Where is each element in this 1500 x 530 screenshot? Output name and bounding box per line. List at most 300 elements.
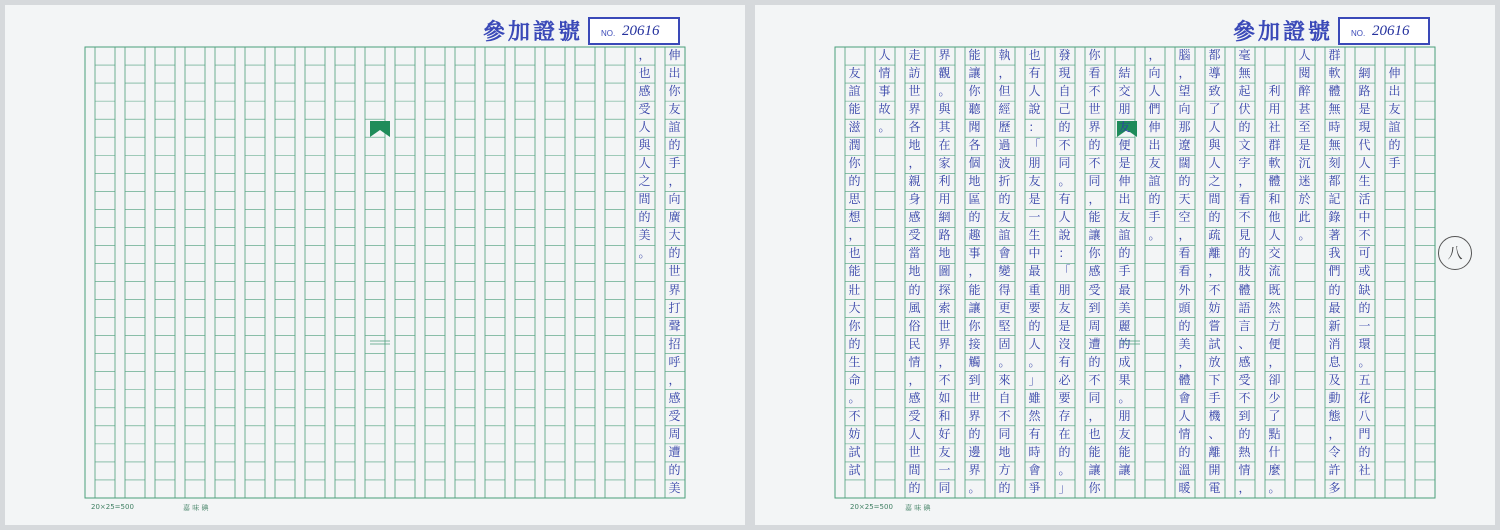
essay-character: 變 [998,264,1011,279]
essay-character: ， [1238,480,1251,495]
essay-character: 界 [968,408,981,423]
essay-character: 得 [998,282,1011,297]
essay-character: 朋 [1028,156,1041,171]
essay-character: 是 [1358,102,1371,117]
essay-character: 看 [1178,246,1191,261]
essay-character: 至 [1298,120,1311,135]
essay-character: 的 [668,462,681,477]
essay-character: 的 [668,246,681,261]
essay-character: ： [1028,120,1041,135]
essay-character: 友 [1118,426,1131,441]
essay-character: 試 [1208,336,1221,351]
essay-character: 生 [1028,228,1041,243]
essay-character: 不 [998,408,1011,423]
essay-character: 受 [908,228,921,243]
essay-character: 如 [938,390,951,405]
essay-character: 人 [1298,48,1311,62]
essay-character: 折 [998,174,1011,189]
essay-character: 手 [1148,210,1161,225]
essay-character: 的 [1118,246,1131,261]
essay-character: 外 [1178,282,1191,297]
essay-character: 起 [1238,84,1251,99]
essay-character: 誼 [1148,174,1161,189]
registration-number-label: NO. [1351,29,1366,38]
essay-character: 下 [1208,372,1221,387]
essay-character: 能 [968,282,981,297]
essay-character: 區 [968,192,981,207]
essay-character: 不 [938,372,951,387]
essay-character: 朋 [1058,282,1071,297]
essay-character: 在 [1058,426,1071,441]
essay-character: 個 [968,156,981,171]
essay-character: 情 [1238,462,1251,477]
essay-character: ， [1268,354,1281,369]
essay-character: 。 [1058,174,1071,189]
essay-character: 受 [668,408,681,423]
essay-character: 無 [1328,102,1341,117]
essay-character: 雖 [1028,390,1041,405]
essay-character: 嘗 [1208,318,1221,333]
essay-character: 探 [938,282,951,297]
essay-character: 新 [1328,318,1341,333]
essay-character: 當 [908,246,921,261]
essay-character: 要 [1028,300,1041,315]
essay-character: 友 [668,102,681,117]
essay-character: 滋 [848,120,861,135]
essay-character: 的 [1028,318,1041,333]
essay-character: 。 [998,354,1011,369]
essay-character: 。 [1028,354,1041,369]
essay-character: 什 [1268,444,1281,459]
essay-character: 」 [1028,372,1041,387]
essay-character: 但 [998,84,1011,99]
essay-character: 人 [1148,84,1161,99]
essay-character: 文 [1238,138,1251,153]
essay-character: 放 [1208,354,1221,369]
essay-character: 麼 [1268,462,1281,477]
essay-character: 暖 [1178,480,1191,495]
essay-character: 時 [1328,120,1341,135]
essay-character: 的 [1088,138,1101,153]
essay-character: 世 [908,444,921,459]
grid-count-label: 20×25=500 [850,503,893,511]
essay-character: 世 [968,390,981,405]
essay-character: 是 [1298,138,1311,153]
essay-character: 腦 [1178,48,1191,62]
essay-character: 及 [1328,372,1341,387]
essay-character: 人 [638,156,651,171]
essay-character: 缺 [1358,282,1371,297]
essay-character: 思 [848,192,861,207]
essay-character: 五 [1358,372,1371,387]
essay-character: 時 [1028,444,1041,459]
essay-character: ， [1148,48,1161,62]
essay-character: 命 [848,372,861,387]
essay-character: 人 [1268,228,1281,243]
essay-character: 。 [1298,228,1311,243]
essay-character: 爭 [1028,480,1041,495]
essay-character: 呼 [668,354,681,369]
essay-character: 伏 [1238,102,1251,117]
essay-character: 體 [1268,174,1281,189]
essay-character: 活 [1358,192,1371,207]
essay-character: 們 [1148,102,1161,117]
essay-character: 是 [1118,156,1131,171]
essay-character: 刻 [1328,156,1341,171]
essay-character: 見 [1238,228,1251,243]
essay-character: 然 [1268,300,1281,315]
essay-character: 導 [1208,66,1221,81]
essay-character: 感 [1238,354,1251,369]
essay-character: 聲 [668,318,681,333]
essay-character: 同 [1088,174,1101,189]
essay-character: 人 [1028,336,1041,351]
essay-character: 的 [1358,444,1371,459]
essay-character: 潤 [848,138,861,153]
essay-character: 到 [968,372,981,387]
essay-character: 聞 [968,120,981,135]
essay-character: 趣 [968,228,981,243]
essay-character: 最 [1028,264,1041,279]
essay-character: 溫 [1178,462,1191,477]
essay-character: 不 [1358,228,1371,243]
essay-character: 的 [638,210,651,225]
essay-character: 身 [908,192,921,207]
essay-character: 存 [1058,408,1071,423]
essay-character: 他 [1268,210,1281,225]
essay-character: ： [1058,246,1071,261]
essay-character: 友 [1058,300,1071,315]
essay-character: 機 [1208,408,1221,423]
essay-character: 消 [1328,336,1341,351]
essay-character: 、 [1208,426,1221,441]
essay-character: 的 [1058,444,1071,459]
essay-character: 不 [848,408,861,423]
essay-character: 情 [1178,426,1191,441]
essay-character: 人 [1208,120,1221,135]
essay-character: 地 [908,138,921,153]
essay-character: 的 [1328,282,1341,297]
essay-character: 卻 [1268,372,1281,387]
essay-character: ， [1178,228,1191,243]
essay-character: 我 [1328,246,1341,261]
essay-character: 不 [1088,156,1101,171]
essay-character: 人 [638,120,651,135]
essay-character: 伸 [1148,120,1161,135]
essay-character: 不 [1208,282,1221,297]
essay-character: 接 [968,336,981,351]
essay-character: 都 [1208,48,1221,62]
essay-character: 想 [848,210,861,225]
essay-character: ， [968,264,981,279]
essay-character: 誼 [668,120,681,135]
essay-character: 們 [1328,264,1341,279]
essay-character: 界 [938,48,951,62]
essay-character: ， [998,66,1011,81]
essay-character: 到 [1088,300,1101,315]
essay-character: 人 [1028,84,1041,99]
essay-character: 能 [968,48,981,62]
essay-character: 圖 [938,264,951,279]
essay-character: 自 [998,390,1011,405]
essay-character: 美 [1178,336,1191,351]
essay-character: 沒 [1058,336,1071,351]
essay-character: 讓 [968,300,981,315]
essay-character: 空 [1178,210,1191,225]
essay-character: 和 [938,408,951,423]
essay-character: 於 [1298,192,1311,207]
essay-character: ， [668,372,681,387]
essay-character: 記 [1328,192,1341,207]
essay-character: 情 [878,66,891,81]
essay-character: 過 [998,138,1011,153]
essay-character: 妨 [848,426,861,441]
essay-character: 大 [848,300,861,315]
essay-character: 有 [1028,66,1041,81]
essay-character: 各 [968,138,981,153]
essay-character: 也 [1028,48,1041,62]
essay-character: 風 [908,300,921,315]
essay-character: 來 [998,372,1011,387]
essay-character: 俗 [908,318,921,333]
essay-character: 的 [968,210,981,225]
essay-character: 少 [1268,390,1281,405]
essay-character: 生 [1358,174,1371,189]
essay-character: 會 [1028,462,1041,477]
essay-character: 現 [1358,120,1371,135]
essay-character: 事 [878,84,891,99]
essay-character: 。 [638,246,651,261]
essay-character: ， [848,228,861,243]
essay-character: 觀 [938,66,951,81]
essay-character: 感 [668,390,681,405]
essay-character: 、 [1238,336,1251,351]
essay-character: 你 [848,156,861,171]
essay-character: 感 [1088,264,1101,279]
essay-character: 執 [998,48,1011,62]
essay-character: 會 [1178,390,1191,405]
essay-character: 結 [1118,66,1131,81]
essay-character: 事 [968,246,981,261]
essay-character: 利 [938,174,951,189]
essay-character: 開 [1208,462,1221,477]
essay-character: 此 [1298,210,1311,225]
essay-character: 網 [938,210,951,225]
bookmark-ribbon-icon [370,121,390,137]
essay-character: 交 [1268,246,1281,261]
essay-character: 與 [638,138,651,153]
essay-character: 路 [1358,84,1371,99]
essay-character: 是 [1028,192,1041,207]
essay-character: ， [1238,174,1251,189]
essay-character: 地 [938,246,951,261]
essay-character: ， [638,48,651,62]
essay-character: 有 [1028,426,1041,441]
essay-character: 有 [1058,192,1071,207]
essay-character: 地 [998,444,1011,459]
essay-character: 社 [1358,462,1371,477]
essay-character: 代 [1358,138,1371,153]
essay-character: 環 [1358,336,1371,351]
essay-character: 情 [908,354,921,369]
essay-character: 的 [1238,246,1251,261]
essay-character: 能 [1088,444,1101,459]
essay-character: 聽 [968,102,981,117]
essay-character: 邊 [968,444,981,459]
essay-character: 誼 [1388,120,1401,135]
essay-character: 遭 [668,444,681,459]
essay-character: 在 [938,138,951,153]
essay-character: 流 [1268,264,1281,279]
essay-character: 經 [998,102,1011,117]
essay-character: 會 [998,246,1011,261]
essay-character: 向 [668,192,681,207]
essay-character: 與 [1208,138,1221,153]
essay-character: 致 [1208,84,1221,99]
essay-character: 醉 [1298,84,1311,99]
essay-character: 地 [968,174,981,189]
essay-character: 語 [1238,300,1251,315]
essay-character: 能 [1088,210,1101,225]
essay-character: 能 [848,102,861,117]
essay-character: 軟 [1328,66,1341,81]
essay-character: 體 [1328,84,1341,99]
essay-character: 不 [1088,84,1101,99]
grade-circle-mark: 八 [1438,236,1472,270]
essay-character: 許 [1328,462,1341,477]
essay-character: 便 [1118,138,1131,153]
essay-character: ， [938,354,951,369]
essay-character: 間 [638,192,651,207]
essay-character: 朋 [1118,408,1131,423]
essay-character: 也 [1088,426,1101,441]
essay-character: 觸 [968,354,981,369]
essay-character: 好 [938,426,951,441]
essay-character: 的 [908,480,921,495]
essay-character: 受 [1088,282,1101,297]
essay-character: 地 [908,264,921,279]
essay-character: 的 [1178,444,1191,459]
essay-character: 成 [1118,354,1131,369]
essay-character: 到 [1238,408,1251,423]
essay-character: 的 [1058,120,1071,135]
essay-character: 無 [1328,138,1341,153]
essay-character: 讓 [968,66,981,81]
essay-character: 間 [1208,192,1221,207]
essay-character: 的 [1178,318,1191,333]
essay-character: 天 [1178,192,1191,207]
essay-character: 故 [878,102,891,117]
essay-character: 。 [938,84,951,99]
essay-character: 。 [1358,354,1371,369]
essay-character: 誼 [848,84,861,99]
essay-character: 同 [998,426,1011,441]
essay-character: 。 [848,390,861,405]
essay-character: ， [1178,354,1191,369]
essay-character: 你 [968,318,981,333]
essay-character: 的 [1118,336,1131,351]
essay-character: 沉 [1298,156,1311,171]
essay-character: 出 [668,66,681,81]
essay-character: 世 [908,84,921,99]
essay-character: 同 [1088,390,1101,405]
essay-character: 人 [878,48,891,62]
essay-character: 大 [668,228,681,243]
essay-character: 一 [938,462,951,477]
essay-character: 。 [1058,462,1071,477]
essay-character: ， [1208,264,1221,279]
essay-character: 闊 [1178,156,1191,171]
essay-character: 親 [908,174,921,189]
essay-character: 的 [848,336,861,351]
essay-character: 感 [908,210,921,225]
essay-character: 手 [1388,156,1401,171]
essay-character: 妨 [1208,300,1221,315]
essay-character: 界 [668,282,681,297]
essay-character: 試 [848,462,861,477]
essay-character: 讓 [1118,462,1131,477]
essay-character: 美 [638,228,651,243]
essay-character: ， [908,372,921,387]
essay-character: 。 [968,480,981,495]
essay-character: 手 [1208,390,1221,405]
essay-character: 友 [848,66,861,81]
essay-character: 體 [1178,372,1191,387]
essay-character: 中 [1358,210,1371,225]
essay-character: 感 [908,390,921,405]
essay-character: 的 [998,192,1011,207]
essay-character: 你 [968,84,981,99]
essay-character: 軟 [1268,156,1281,171]
essay-character: 既 [1268,282,1281,297]
essay-character: 世 [1088,102,1101,117]
essay-character: 的 [968,426,981,441]
essay-character: 。 [1118,390,1131,405]
essay-character: 家 [938,156,951,171]
essay-character: 出 [1388,84,1401,99]
essay-character: 用 [1268,102,1281,117]
essay-character: 熱 [1238,444,1251,459]
essay-character: 民 [908,336,921,351]
essay-character: 疏 [1208,228,1221,243]
essay-character: 你 [668,84,681,99]
essay-character: 和 [1268,192,1281,207]
essay-character: 門 [1358,426,1371,441]
essay-character: 也 [638,66,651,81]
essay-character: 己 [1058,102,1071,117]
essay-character: 動 [1328,390,1341,405]
essay-character: 肢 [1238,264,1251,279]
essay-character: 看 [1178,264,1191,279]
essay-character: 群 [1268,138,1281,153]
essay-character: 那 [1178,120,1191,135]
essay-character: 出 [1118,192,1131,207]
essay-character: 字 [1238,156,1251,171]
grid-count-label: 20×25=500 [91,503,134,511]
essay-character: 友 [998,210,1011,225]
essay-character: 索 [938,300,951,315]
essay-character: 必 [1058,372,1071,387]
essay-character: 生 [848,354,861,369]
essay-character: ， [668,174,681,189]
essay-character: 人 [1208,156,1221,171]
essay-character: 固 [998,336,1011,351]
essay-character: 都 [1328,174,1341,189]
essay-character: 讓 [1088,462,1101,477]
essay-character: 手 [1118,264,1131,279]
essay-character: 果 [1118,372,1131,387]
essay-character: 伸 [1388,66,1401,81]
